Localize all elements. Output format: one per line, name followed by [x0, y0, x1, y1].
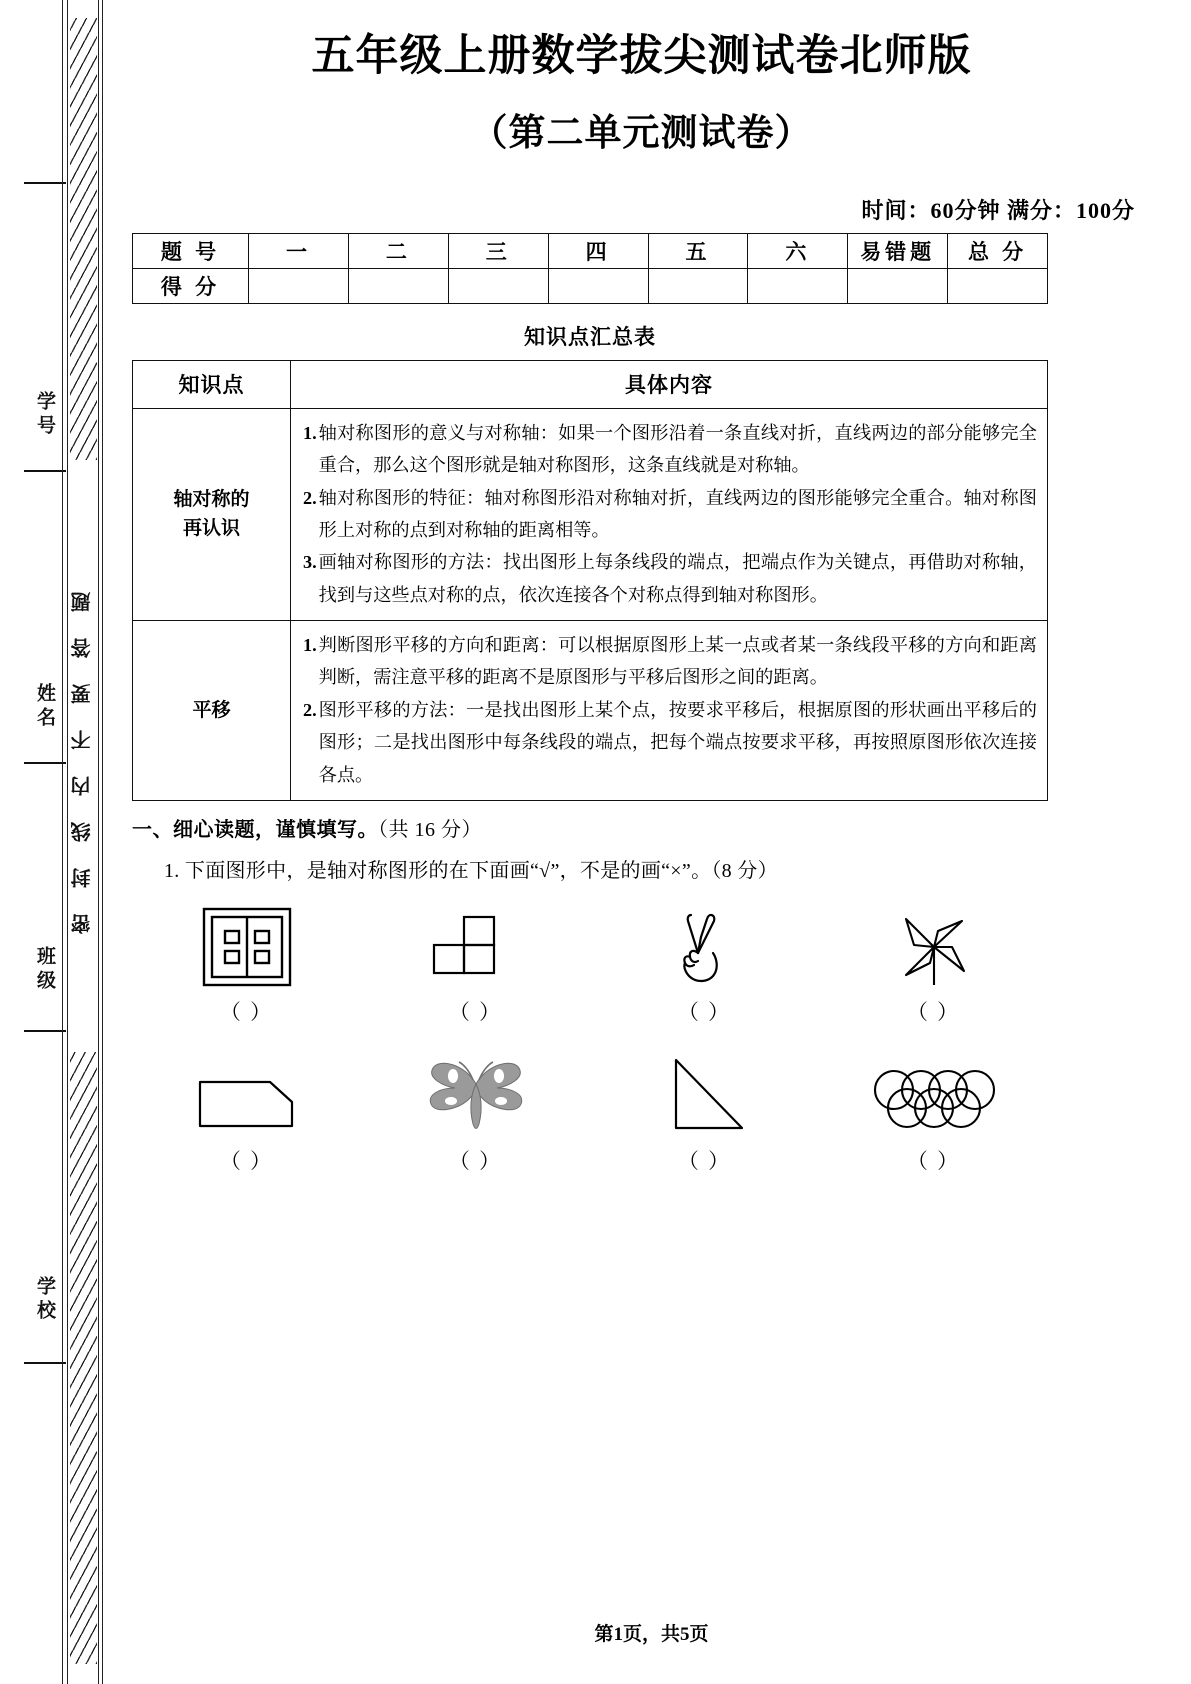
kp-body-0: [291, 408, 1048, 620]
table-row-headers: [133, 233, 1048, 268]
score-col-3: 四: [548, 233, 648, 268]
table-row-kp-0: [133, 408, 1048, 620]
seal-field-xuehao: 学号: [34, 391, 55, 439]
kp-item-text: 画轴对称图形的方法：找出图形上每条线段的端点，把端点作为关键点，再借助对称轴，找到与这些点对称的点，依次连接各个对称点得到轴对称图形。: [318, 552, 1037, 605]
kp-item-number: 1.: [303, 635, 317, 656]
kp-item: [303, 482, 1037, 547]
score-col-7: 总 分: [948, 233, 1048, 268]
score-row-label-0: 题 号: [133, 233, 249, 268]
table-row-scores: [133, 268, 1048, 303]
kp-item-text: 判断图形平移的方向和距离：可以根据原图形上某一点或者某一条线段平移的方向和距离判断，需注意平移的距离不是原图形与平移后图形之间的距离。: [318, 635, 1037, 688]
sealed-margin: [0, 0, 112, 1684]
answer-blank[interactable]: （ ）: [219, 1149, 274, 1174]
answer-blank[interactable]: （ ）: [677, 1000, 732, 1025]
olympic-rings-shape-icon: [869, 1046, 999, 1138]
seal-line-text: 密封线内不要答题: [72, 566, 94, 934]
score-value-6[interactable]: [848, 268, 948, 303]
figure-cell-8: [819, 1046, 1048, 1175]
kp-item: [303, 629, 1037, 694]
seal-field-xingming: 姓名: [34, 683, 55, 731]
pinwheel-shape-icon: [886, 897, 982, 989]
seal-divider-4: [24, 1030, 66, 1032]
figure-cell-5: [132, 1046, 361, 1175]
kp-item: [303, 694, 1037, 791]
answer-blank[interactable]: （ ）: [677, 1149, 732, 1174]
seal-label-column: [14, 0, 58, 1684]
exam-page: [112, 0, 1191, 1684]
figure-cell-7: [590, 1046, 819, 1175]
figure-cell-3: [590, 897, 819, 1026]
kp-item-text: 图形平移的方法：一是找出图形上某个点，按要求平移后，根据原图的形状画出平移后的图形；二是找出图形中每条线段的端点，把每个端点按要求平移，再按照原图形依次连接各点。: [318, 699, 1037, 785]
tetromino-shape-icon: [428, 897, 524, 989]
kp-item-text: 轴对称图形的意义与对称轴：如果一个图形沿着一条直线对折，直线两边的部分能够完全重合，那么这个图形就是轴对称图形，这条直线就是对称轴。: [318, 422, 1037, 476]
answer-blank[interactable]: （ ）: [219, 1000, 274, 1025]
figure-cell-1: [132, 897, 361, 1026]
kp-name-1-line1: 平移: [192, 699, 231, 721]
score-value-0[interactable]: [249, 268, 349, 303]
section-one-label: 一、细心读题，谨慎填写。: [132, 819, 378, 842]
butterfly-shape-icon: [421, 1046, 531, 1138]
score-col-5: 六: [748, 233, 848, 268]
question-1-text: 1. 下面图形中，是轴对称图形的在下面画“√”，不是的画“×”。（8 分）: [164, 860, 778, 883]
score-value-2[interactable]: [448, 268, 548, 303]
kp-item-text: 轴对称图形的特征：轴对称图形沿对称轴对折，直线两边的图形能够完全重合。轴对称图形上对称的点到对称轴的距离相等。: [318, 487, 1037, 540]
window-shape-icon: [199, 897, 295, 989]
seal-divider-3: [24, 762, 66, 764]
table-row-kp-1: [133, 621, 1048, 801]
kp-item-number: 2.: [303, 699, 317, 720]
table-row-kp-header: [133, 360, 1048, 408]
score-col-4: 五: [648, 233, 748, 268]
answer-blank[interactable]: （ ）: [906, 1000, 961, 1025]
answer-blank[interactable]: （ ）: [906, 1149, 961, 1174]
seal-divider-1: [24, 182, 66, 184]
seal-hatch-top: [70, 18, 97, 460]
seal-field-xuexiao: 学校: [34, 1276, 55, 1324]
kp-item: [303, 417, 1037, 482]
score-value-4[interactable]: [648, 268, 748, 303]
score-value-7[interactable]: [948, 268, 1048, 303]
score-row-label-1: 得 分: [133, 268, 249, 303]
score-col-0: 一: [249, 233, 349, 268]
seal-field-banji: 班级: [34, 946, 55, 994]
page-subtitle: （第二单元测试卷）: [470, 111, 813, 153]
answer-blank[interactable]: （ ）: [448, 1000, 503, 1025]
kp-name-0: [133, 408, 291, 620]
figures-row-2: [132, 1046, 1048, 1175]
section-one-score: （共 16 分）: [378, 819, 482, 842]
score-col-1: 二: [348, 233, 448, 268]
kp-name-1: [133, 621, 291, 801]
score-value-1[interactable]: [348, 268, 448, 303]
page-footer: 第1页，共5页: [594, 1624, 709, 1645]
seal-divider-2: [24, 470, 66, 472]
page-title: 五年级上册数学拔尖测试卷北师版: [311, 32, 972, 80]
answer-blank[interactable]: （ ）: [448, 1149, 503, 1174]
score-table: [132, 233, 1048, 304]
seal-divider-5: [24, 1362, 66, 1364]
knowledge-table: [132, 360, 1048, 801]
kp-item-number: 2.: [303, 487, 317, 508]
figure-cell-4: [819, 897, 1048, 1026]
fold-line-right: [98, 0, 103, 1684]
figure-cell-2: [361, 897, 590, 1026]
score-col-2: 三: [448, 233, 548, 268]
section-one-title: [132, 813, 1191, 842]
kp-header-name: 知识点: [133, 360, 291, 408]
kp-name-0-line2: 再认识: [182, 518, 240, 540]
kp-item-number: 3.: [303, 552, 317, 573]
kp-body-1: [291, 621, 1048, 801]
score-value-5[interactable]: [748, 268, 848, 303]
kp-header-content: 具体内容: [291, 360, 1048, 408]
kp-item: [303, 546, 1037, 611]
figures-row-1: [132, 897, 1048, 1026]
victory-hand-shape-icon: [657, 897, 753, 989]
score-value-3[interactable]: [548, 268, 648, 303]
knowledge-table-caption: 知识点汇总表: [524, 324, 656, 349]
score-col-6: 易错题: [848, 233, 948, 268]
seal-hatch-bottom: [70, 1052, 97, 1664]
right-triangle-shape-icon: [650, 1046, 760, 1138]
kp-name-0-line1: 轴对称的: [173, 488, 250, 510]
figure-cell-6: [361, 1046, 590, 1175]
exam-meta: 时间：60分钟 满分：100分: [861, 197, 1135, 223]
kp-item-number: 1.: [303, 422, 317, 443]
pentagon-shape-icon: [192, 1046, 302, 1138]
